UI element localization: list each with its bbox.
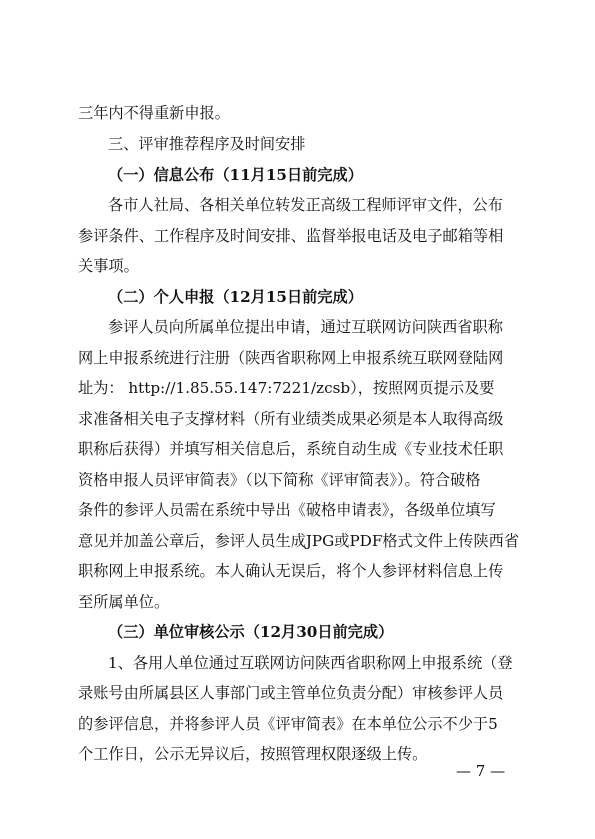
paragraph-line: 录账号由所属县区人事部门或主管单位负责分配）审核参评人员	[78, 684, 504, 703]
paragraph-line: 个工作日，公示无异议后，按照管理权限逐级上传。	[78, 745, 428, 763]
paragraph-line: 址为： http://1.85.55.147:7221/zcsb），按照网页提示及要	[78, 379, 495, 398]
subsection-heading: （二）个人申报（12月15日前完成）	[108, 287, 363, 306]
paragraph-line: 条件的参评人员需在系统中导出《破格申请表》，各级单位填写	[78, 501, 496, 520]
paragraph-line: 意见并加盖公章后，参评人员生成JPG或PDF格式文件上传陕西省	[78, 531, 520, 550]
subsection-heading: （三）单位审核公示（12月30日前完成）	[108, 623, 394, 642]
paragraph-line: 关事项。	[78, 257, 139, 276]
paragraph-line: 职称网上申报系统。本人确认无误后，将个人参评材料信息上传	[78, 562, 504, 581]
paragraph-line: 的参评信息，并将参评人员《评审简表》在本单位公示不少于5	[78, 714, 498, 733]
paragraph-line: 职称后获得）并填写相关信息后，系统自动生成《专业技术任职	[78, 440, 504, 459]
paragraph-line: 1、各用人单位通过互联网访问陕西省职称网上申报系统（登	[108, 653, 513, 672]
paragraph-line: 求准备相关电子支撑材料（所有业绩类成果必须是本人取得高级	[78, 409, 504, 428]
paragraph-line: 各市人社局、各相关单位转发正高级工程师评审文件，公布	[108, 196, 503, 215]
paragraph-line: 至所属单位。	[78, 592, 170, 611]
paragraph-line: 网上申报系统进行注册（陕西省职称网上申报系统互联网登陆网	[78, 348, 504, 367]
paragraph-line: 资格申报人员评审简表》（以下简称《评审简表》）。符合破格	[78, 470, 481, 489]
subsection-heading: （一）信息公布（11月15日前完成）	[108, 165, 363, 184]
page-number: — 7 —	[456, 762, 506, 780]
paragraph-line: 参评条件、工作程序及时间安排、监督举报电话及电子邮箱等相	[78, 226, 504, 245]
section-heading: 三、评审推荐程序及时间安排	[108, 135, 306, 154]
paragraph-line: 参评人员向所属单位提出申请，通过互联网访问陕西省职称	[108, 318, 503, 337]
paragraph-line: 三年内不得重新申报。	[78, 104, 230, 122]
